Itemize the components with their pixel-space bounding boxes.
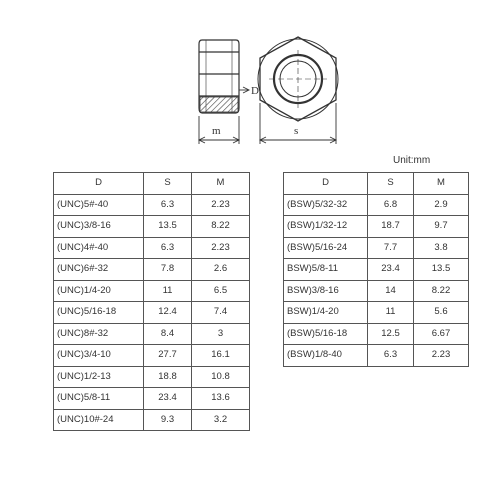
column-header-d: D [284,173,368,195]
cell-s-value: 8.4 [144,323,192,345]
cell-s-value: 13.5 [144,216,192,238]
cell-m-value: 2.6 [192,259,250,281]
dimension-s-label: s [294,125,299,137]
cell-m-value: 10.8 [192,366,250,388]
cell-s-value: 7.7 [368,237,414,259]
hex-nut-technical-drawing [0,0,500,160]
cell-s-value: 23.4 [144,388,192,410]
cell-thread-size: (UNC)6#-32 [54,259,144,281]
cell-m-value: 9.7 [414,216,469,238]
cell-thread-size: (BSW)5/16-18 [284,323,368,345]
cell-m-value: 6.67 [414,323,469,345]
cell-m-value: 6.5 [192,280,250,302]
cell-m-value: 2.23 [414,345,469,367]
cell-s-value: 27.7 [144,345,192,367]
table-header-row [284,173,469,195]
cell-s-value: 14 [368,280,414,302]
unc-spec-table [53,172,250,431]
cell-thread-size: (UNC)1/2-13 [54,366,144,388]
table-row [54,237,250,259]
cell-s-value: 12.5 [368,323,414,345]
cell-thread-size: (UNC)5/16-18 [54,302,144,324]
column-header-s: S [368,173,414,195]
table-row [54,259,250,281]
cell-s-value: 11 [144,280,192,302]
table-row [54,409,250,431]
cell-m-value: 2.23 [192,194,250,216]
table-row [54,216,250,238]
table-row [54,323,250,345]
cell-s-value: 6.3 [144,194,192,216]
cell-thread-size: BSW)3/8-16 [284,280,368,302]
section-hatching [200,97,238,112]
table-header-row [54,173,250,195]
cell-thread-size: (UNC)8#-32 [54,323,144,345]
table-row [54,302,250,324]
table-row [54,345,250,367]
cell-thread-size: BSW)5/8-11 [284,259,368,281]
bsw-spec-table [283,172,469,367]
table-row [284,259,469,281]
cell-s-value: 9.3 [144,409,192,431]
cell-m-value: 7.4 [192,302,250,324]
table-row [54,280,250,302]
cell-thread-size: (BSW)5/32-32 [284,194,368,216]
cell-thread-size: (UNC)3/4-10 [54,345,144,367]
cell-thread-size: BSW)1/4-20 [284,302,368,324]
dimension-m-label: m [212,125,221,137]
cell-thread-size: (UNC)10#-24 [54,409,144,431]
table-row [284,194,469,216]
cell-thread-size: (UNC)3/8-16 [54,216,144,238]
cell-s-value: 6.3 [368,345,414,367]
cell-s-value: 6.8 [368,194,414,216]
cell-thread-size: (UNC)5#-40 [54,194,144,216]
column-header-m: M [192,173,250,195]
cell-m-value: 2.23 [192,237,250,259]
column-header-m: M [414,173,469,195]
cell-m-value: 13.6 [192,388,250,410]
table-row [284,323,469,345]
cell-s-value: 23.4 [368,259,414,281]
cell-s-value: 18.7 [368,216,414,238]
cell-s-value: 18.8 [144,366,192,388]
cell-m-value: 8.22 [192,216,250,238]
cell-thread-size: (UNC)5/8-11 [54,388,144,410]
cell-m-value: 13.5 [414,259,469,281]
column-header-d: D [54,173,144,195]
table-row [284,237,469,259]
cell-m-value: 3.8 [414,237,469,259]
cell-thread-size: (BSW)1/32-12 [284,216,368,238]
unit-label: Unit:mm [393,155,431,166]
cell-thread-size: (BSW)5/16-24 [284,237,368,259]
cell-s-value: 11 [368,302,414,324]
cell-thread-size: (UNC)4#-40 [54,237,144,259]
table-row [284,280,469,302]
cell-thread-size: (BSW)1/8-40 [284,345,368,367]
table-row [54,194,250,216]
cell-m-value: 16.1 [192,345,250,367]
table-row [54,388,250,410]
table-row [54,366,250,388]
table-row [284,302,469,324]
cell-s-value: 12.4 [144,302,192,324]
column-header-s: S [144,173,192,195]
table-row [284,216,469,238]
cell-s-value: 6.3 [144,237,192,259]
table-row [284,345,469,367]
cell-s-value: 7.8 [144,259,192,281]
dimension-d-leader [239,87,249,93]
nut-front-view [258,37,338,121]
cell-m-value: 3 [192,323,250,345]
cell-m-value: 5.6 [414,302,469,324]
dimension-d-label: D [251,85,259,97]
cell-m-value: 8.22 [414,280,469,302]
cell-thread-size: (UNC)1/4-20 [54,280,144,302]
cell-m-value: 2.9 [414,194,469,216]
cell-m-value: 3.2 [192,409,250,431]
